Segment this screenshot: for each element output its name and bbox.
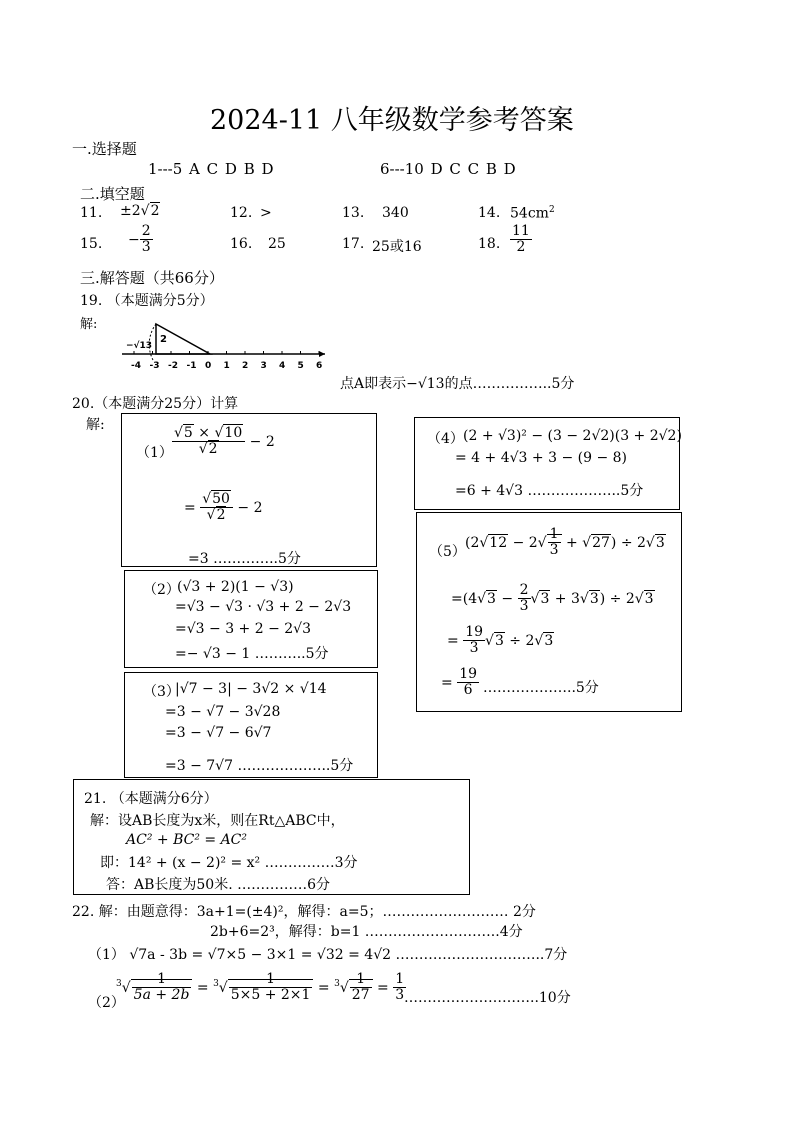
q22-line4-label: （2） [88,995,125,1011]
fill-ans-12: > [260,205,272,221]
fill-num-18: 18. [478,236,501,252]
tick-label: -4 [131,361,141,371]
q20-jie: 解: [86,417,105,433]
q21-line4: 答：AB长度为50米. ……………6分 [106,877,331,893]
triangle-side-label: 2 [160,334,167,345]
q20-p2-line4: =− √3 − 1 ………..5分 [175,646,329,662]
fill-num-12: 12. [230,205,253,221]
q20-p3-line1: |√7 − 3| − 3√2 × √14 [175,681,327,697]
q20-p5-line4: = $\frac{19}{6}$ [441,666,478,699]
q22-line2: 2b+6=2³，解得：b=1 ………………………..4分 [210,924,523,940]
q19-conclusion: 点A即表示−√13的点……………..5分 [340,376,575,392]
q22-line3: （1） √7a - 3b = √7×5 − 3×1 = √32 = 4√2 …………………………..7分 [88,947,568,963]
q20-part4-box [414,417,680,510]
q20-p1-line2: = √ 50 √ 2 − 2 [184,492,262,524]
fill-num-15: 15. [80,236,103,252]
tick-label: 0 [205,361,212,371]
q20-p3-line4: =3 − 7√7 ………………..5分 [165,758,354,774]
q20-p2-label: （2） [143,582,180,598]
q20-p5-label: （5） [429,544,466,560]
tick-label: 3 [260,361,267,371]
choice-answers-6-10: 6---10 D C C B D [380,160,516,178]
fill-ans-16: 25 [268,236,286,252]
section-3-heading: 三.解答题（共66分） [80,269,224,287]
fill-ans-18: $\frac{11}{2}$ [512,223,530,256]
fill-num-17: 17. [342,236,365,252]
fill-num-16: 16. [230,236,253,252]
q20-p1-line1: √ 5 × √ 10 √ 2 − 2 [172,426,275,458]
q20-heading: 20.（本题满分25分）计算 [72,396,239,412]
q19-jie: 解: [80,317,98,332]
q20-p5-line3: = $\frac{19}{3}$ √ 3 ÷ 2√ 3 [447,625,554,657]
q20-part3-box [124,672,378,778]
q21-line1: 解：设AB长度为x米，则在Rt△ABC中， [90,813,345,829]
tick-label: 2 [242,361,249,371]
q20-part2-box [124,570,378,668]
tick-label: -3 [149,361,160,371]
q21-box [73,779,470,895]
q20-p4-line3: =6 + 4√3 ………………..5分 [455,483,644,499]
q20-p3-line2: =3 − √7 − 3√28 [165,704,281,720]
q20-p4-line1: (2 + √3)² − (3 − 2√2)(3 + 2√2) [463,428,682,444]
q21-line3: 即：14² + (x − 2)² = x² ……………3分 [100,855,358,871]
q21-line2: AC² + BC² = AC² [126,832,248,848]
q20-p5-line2: =(4√ 3 − $\frac{2}{3}$ √ 3 + 3√ 3) ÷ 2√ 3 [451,583,655,615]
fill-ans-13: 340 [382,205,409,221]
q20-part5-box [416,512,682,712]
section-1-heading: 一.选择题 [72,140,137,158]
tick-label: 4 [279,361,286,371]
fill-num-13: 13. [342,205,365,221]
q20-p4-line2: = 4 + 4√3 + 3 − (9 − 8) [455,450,627,466]
fill-ans-14: $54cm^2$ [510,205,555,222]
fill-num-11: 11. [80,205,103,221]
tick-label: 6 [316,361,323,371]
tick-label: -2 [168,361,178,371]
root-label: −√13 [126,341,153,351]
q20-p5-line1: (2√ 12 − 2√ $\frac{1}{3}$ + √ 27) ÷ 2√ 3 [465,527,666,559]
q20-p2-line2: =√3 − √3 · √3 + 2 − 2√3 [175,599,352,615]
number-line-figure [120,318,330,374]
q22-line1: 22. 解：由题意得：3a+1=(±4)²，解得：a=5；……………………… 2分 [72,904,536,920]
q20-p3-label: （3） [143,684,180,700]
q21-heading: 21. （本题满分6分） [84,791,218,807]
fill-ans-11: ±2√ 2 [120,203,160,219]
q20-p4-label: （4） [427,431,464,447]
q20-p1-line3: =3 …………..5分 [188,551,301,567]
tick-label: 1 [223,361,230,371]
section-2-heading: 二.填空题 [80,185,145,203]
q20-p2-line1: (√3 + 2)(1 − √3) [177,579,294,595]
choice-answers-1-5: 1---5 A C D B D [148,160,274,178]
fill-num-14: 14. [478,205,501,221]
tick-label: 5 [297,361,304,371]
page-title: 2024-11 八年级数学参考答案 [210,105,574,136]
tick-label: -1 [186,361,197,371]
q22-line4-score: ………………………..10分 [404,990,571,1006]
fill-ans-17: 25或16 [372,239,422,255]
q19-heading: 19. （本题满分5分） [80,293,214,309]
q20-p2-line3: =√3 − 3 + 2 − 2√3 [175,621,312,637]
q20-part1-box [121,413,377,567]
q20-p3-line3: =3 − √7 − 6√7 [165,725,272,741]
fill-ans-15: − $\frac{2}{3}$ [128,223,151,256]
q20-p5-score: ………………..5分 [483,680,599,696]
q22-line4-expr: $^3$√ $\frac{1}{5a + 2b}$ = $^3$√ $\frac{1}{5\times 5 + 2\times 1}$ = $^3$√ $\frac{1}{27}$ = $\frac{1}{3}$ [116,972,406,1004]
q20-p1-label: （1） [136,445,173,461]
